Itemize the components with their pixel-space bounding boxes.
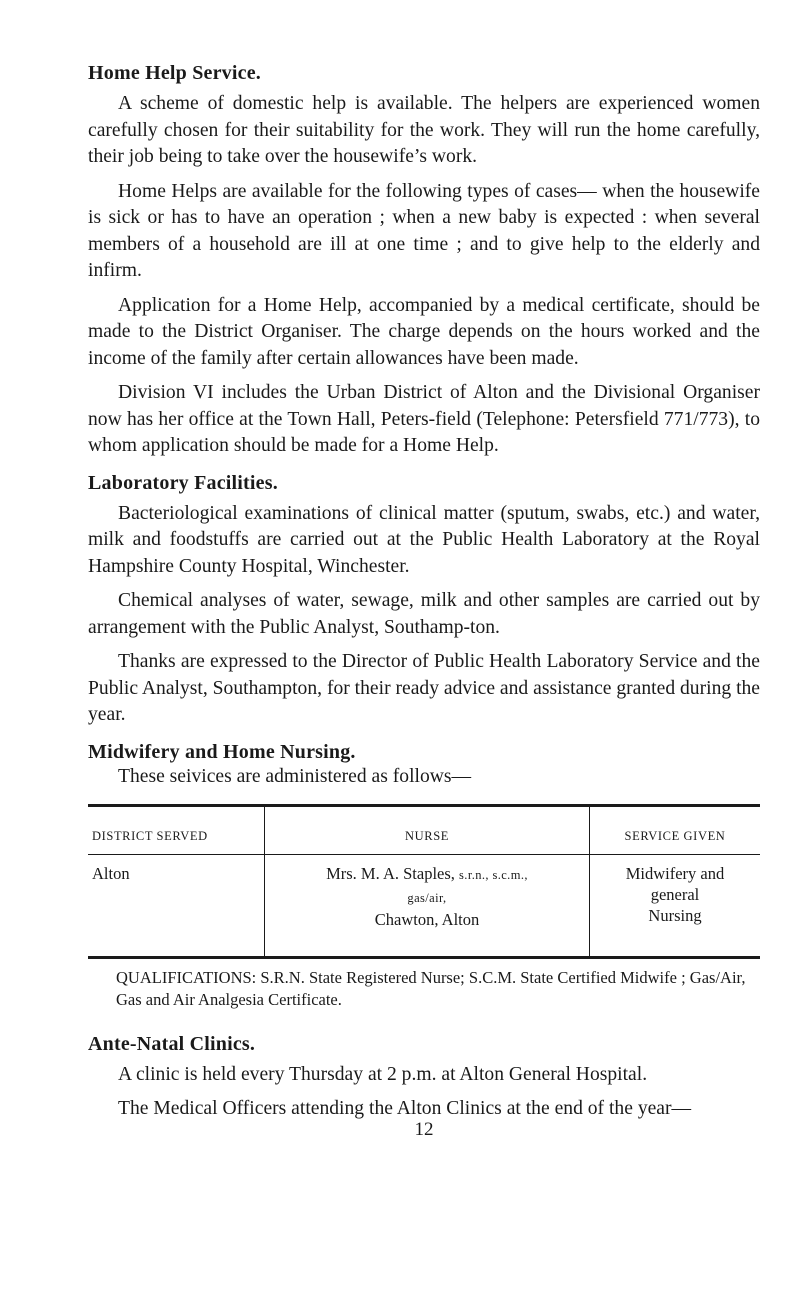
midwifery-intro: These seivices are administered as follows—	[118, 765, 472, 787]
paragraph: The Medical Officers attending the Alton Clinics at the end of the year—	[118, 1098, 692, 1119]
table-header-row	[88, 805, 760, 854]
paragraph: Bacteriological examinations of clinical matter (sputum, swabs, etc.) and water, milk and foodstuffs are carried out at the Public Health Laboratory at the Royal Hampshire County Hospital, Winchester.	[88, 502, 760, 577]
service-line: Nursing	[648, 905, 702, 925]
home-help-section	[88, 62, 760, 460]
paragraph: Division VI includes the Urban District of Alton and the Divisional Organiser now has her office at the Town Hall, Peters-field (Telephone: Petersfield 771/773), to whom application should be made for a Home Help.	[88, 382, 760, 456]
paragraph: Chemical analyses of water, sewage, milk and other samples are carried out by arrangement with the Public Analyst, Southamp-ton.	[88, 590, 760, 638]
section-heading-midwifery: Midwifery and Home Nursing.	[88, 740, 356, 763]
laboratory-section	[88, 472, 760, 729]
document-page	[88, 62, 761, 1140]
column-header-nurse: NURSE	[265, 805, 590, 854]
page-number: 12	[414, 1118, 434, 1140]
column-header-service: SERVICE GIVEN	[590, 805, 761, 854]
midwifery-section	[88, 741, 760, 1011]
midwifery-table	[88, 804, 760, 959]
cell-district: Alton	[92, 863, 130, 883]
paragraph: A clinic is held every Thursday at 2 p.m. at Alton General Hospital.	[118, 1063, 648, 1085]
paragraph: Application for a Home Help, accompanied by a medical certificate, should be made to the District Organiser. The charge depends on the hours worked and the income of the family after certain allowances have been made.	[88, 294, 760, 369]
cell-service	[590, 854, 761, 957]
paragraph: A scheme of domestic help is available. The helpers are experienced women carefully chosen for their suitability for the work. They will run the home carefully, their job being to take over the housewife’s work.	[88, 93, 760, 167]
table-row	[88, 854, 760, 957]
paragraph: Thanks are expressed to the Director of Public Health Laboratory Service and the Public Analyst, Southampton, for their ready advice and assistance granted during the year.	[88, 651, 761, 725]
nurse-address: Chawton, Alton	[374, 909, 480, 929]
section-heading-antenatal: Ante-Natal Clinics.	[88, 1032, 256, 1055]
service-line: Midwifery and	[625, 863, 725, 883]
nurse-gas-air: gas/air,	[407, 890, 447, 905]
cell-nurse	[265, 854, 590, 957]
nurse-name: Mrs. M. A. Staples,	[326, 863, 455, 883]
column-header-district: DISTRICT SERVED	[88, 805, 265, 854]
section-heading-home-help: Home Help Service.	[88, 62, 261, 84]
service-line: general	[650, 884, 700, 904]
qualifications-note: QUALIFICATIONS: S.R.N. State Registered Nurse; S.C.M. State Certified Midwife ; Gas/Air, Gas and Air Analgesia Certificate.	[116, 967, 746, 1009]
section-heading-laboratory: Laboratory Facilities.	[88, 471, 278, 494]
nurse-qualifications: s.r.n., s.c.m.,	[459, 867, 528, 882]
antenatal-section	[88, 1033, 760, 1123]
paragraph: Home Helps are available for the following types of cases— when the housewife is sick or has to have an operation ; when a new baby is expected : when several members of a household are ill at one time ; and to give help to the elderly and infirm.	[88, 180, 760, 281]
